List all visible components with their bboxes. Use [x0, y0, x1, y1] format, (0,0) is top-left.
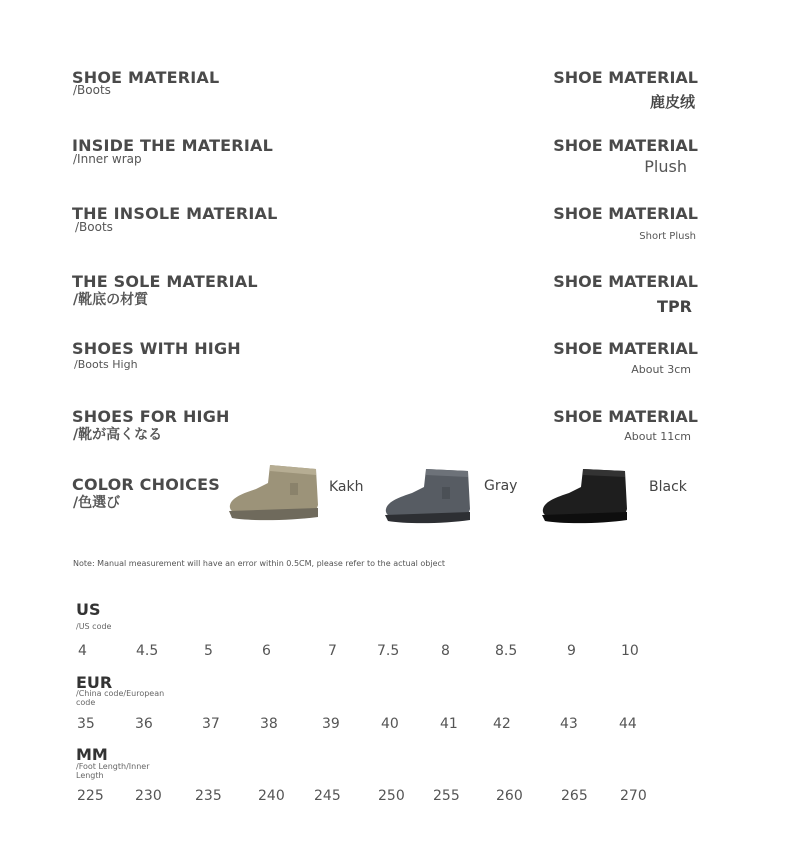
size-value-eur: 37 — [202, 716, 220, 732]
size-value-eur: 38 — [260, 716, 278, 732]
size-value-mm: 250 — [378, 788, 405, 804]
size-value-mm: 260 — [496, 788, 523, 804]
spec-sub-inner-wrap: /Inner wrap — [73, 152, 142, 166]
color-name-kakh: Kakh — [329, 479, 364, 495]
boot-icon[interactable] — [384, 465, 472, 527]
size-value-mm: 225 — [77, 788, 104, 804]
spec-sub-high-jp: /靴が高くなる — [73, 427, 163, 443]
size-value-eur: 44 — [619, 716, 637, 732]
size-value-eur: 40 — [381, 716, 399, 732]
value-about-11cm: About 11cm — [624, 430, 691, 443]
spec-sub-sole-jp: /靴底の材質 — [73, 292, 149, 308]
value-plush: Plush — [644, 157, 687, 176]
value-title: SHOE MATERIAL — [553, 272, 698, 291]
value-title: SHOE MATERIAL — [553, 136, 698, 155]
size-sub-mm-line2: Length — [76, 771, 104, 780]
size-value-eur: 41 — [440, 716, 458, 732]
size-value-us: 10 — [621, 643, 639, 659]
measurement-note: Note: Manual measurement will have an error within 0.5CM, please refer to the actual object — [73, 559, 446, 568]
size-value-us: 7 — [328, 643, 337, 659]
value-about-3cm: About 3cm — [631, 363, 691, 376]
value-tpr: TPR — [657, 297, 692, 316]
size-value-us: 8.5 — [495, 643, 518, 659]
color-choices-label: COLOR CHOICES — [72, 475, 220, 494]
size-value-us: 5 — [204, 643, 213, 659]
value-material-cn: 鹿皮绒 — [649, 93, 695, 111]
size-value-us: 4 — [78, 643, 87, 659]
spec-label-shoe-material: SHOE MATERIAL — [72, 68, 220, 87]
spec-label-shoes-with-high: SHOES WITH HIGH — [72, 339, 241, 358]
color-choices-sub: /色選び — [73, 495, 121, 511]
size-sub-eur-line1: /China code/European — [76, 689, 165, 698]
size-value-eur: 35 — [77, 716, 95, 732]
color-name-gray: Gray — [484, 478, 518, 494]
size-sub-mm-line1: /Foot Length/Inner — [76, 762, 150, 771]
size-value-us: 9 — [567, 643, 576, 659]
size-value-mm: 240 — [258, 788, 285, 804]
size-value-mm: 265 — [561, 788, 588, 804]
size-label-us: US — [76, 600, 101, 619]
spec-sub-insole-boots: /Boots — [75, 220, 113, 234]
size-value-mm: 255 — [433, 788, 460, 804]
size-value-mm: 245 — [314, 788, 341, 804]
color-name-black: Black — [649, 479, 687, 495]
size-value-us: 4.5 — [136, 643, 159, 659]
value-title: SHOE MATERIAL — [553, 407, 698, 426]
spec-sub-boots-high: /Boots High — [74, 358, 138, 371]
size-value-us: 7.5 — [377, 643, 400, 659]
size-value-eur: 43 — [560, 716, 578, 732]
size-value-mm: 235 — [195, 788, 222, 804]
value-title: SHOE MATERIAL — [553, 339, 698, 358]
boot-icon[interactable] — [541, 465, 629, 527]
value-short-plush: Short Plush — [639, 231, 696, 242]
size-value-mm: 270 — [620, 788, 647, 804]
spec-label-shoes-for-high: SHOES FOR HIGH — [72, 407, 230, 426]
value-title: SHOE MATERIAL — [553, 68, 698, 87]
spec-label-sole-material: THE SOLE MATERIAL — [72, 272, 258, 291]
spec-sub-boots: /Boots — [73, 83, 111, 97]
size-sub-us: /US code — [76, 622, 112, 631]
size-value-mm: 230 — [135, 788, 162, 804]
size-value-us: 8 — [441, 643, 450, 659]
spec-label-insole-material: THE INSOLE MATERIAL — [72, 204, 278, 223]
size-label-eur: EUR — [76, 673, 113, 692]
size-value-eur: 39 — [322, 716, 340, 732]
size-value-eur: 42 — [493, 716, 511, 732]
spec-label-inside-material: INSIDE THE MATERIAL — [72, 136, 273, 155]
size-label-mm: MM — [76, 745, 108, 764]
boot-icon[interactable] — [228, 461, 320, 525]
size-sub-eur-line2: code — [76, 698, 96, 707]
value-title: SHOE MATERIAL — [553, 204, 698, 223]
size-value-eur: 36 — [135, 716, 153, 732]
size-value-us: 6 — [262, 643, 271, 659]
